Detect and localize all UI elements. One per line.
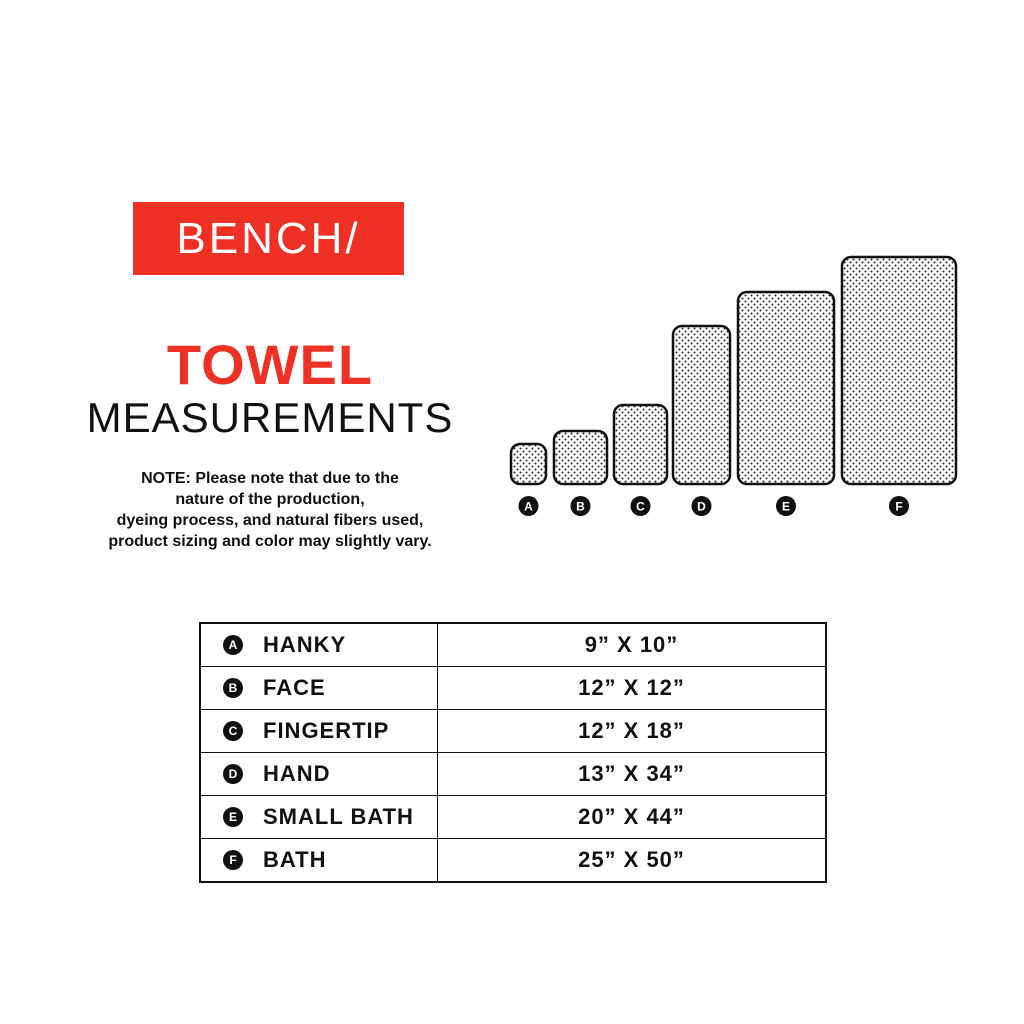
letter-badge: A [223, 635, 243, 655]
diagram-label: C [636, 499, 645, 514]
title-towel: TOWEL [166, 333, 374, 396]
diagram-label: B [576, 499, 585, 514]
towel-shape-d [673, 326, 730, 484]
letter-badge: B [223, 678, 243, 698]
note-line: product sizing and color may slightly vary. [108, 533, 432, 550]
towel-name-cell [200, 796, 438, 839]
towel-shape-b [554, 431, 607, 484]
table-row [200, 710, 826, 753]
bench-logo: BENCH/ [133, 202, 404, 275]
size-table [199, 622, 827, 883]
table-row [200, 753, 826, 796]
letter-badge: D [223, 764, 243, 784]
towel-shape-f [842, 257, 956, 484]
towel-name-cell [200, 753, 438, 796]
table-row [200, 623, 826, 667]
letter-badge: F [223, 850, 243, 870]
table-row [200, 796, 826, 839]
towel-size-cell: 13” X 34” [438, 753, 827, 796]
towel-size-cell: 12” X 12” [438, 667, 827, 710]
towel-name-cell [200, 623, 438, 667]
towel-name: FACE [263, 675, 326, 700]
towel-name: FINGERTIP [263, 718, 390, 743]
towel-name: BATH [263, 847, 327, 872]
title-measurements: MEASUREMENTS [86, 394, 454, 441]
towel-size-cell: 12” X 18” [438, 710, 827, 753]
towel-size-cell: 20” X 44” [438, 796, 827, 839]
towel-name: SMALL BATH [263, 804, 414, 829]
note-line: dyeing process, and natural fibers used, [116, 512, 424, 529]
towel-name-cell [200, 667, 438, 710]
diagram-label: D [697, 499, 706, 514]
towel-shape-a [511, 444, 546, 484]
table-row [200, 839, 826, 883]
towel-size-cell: 9” X 10” [438, 623, 827, 667]
towel-shape-e [738, 292, 834, 484]
towel-name: HANKY [263, 632, 347, 657]
letter-badge: C [223, 721, 243, 741]
note-line: nature of the production, [175, 491, 365, 508]
towel-name-cell [200, 710, 438, 753]
towel-name: HAND [263, 761, 331, 786]
diagram-label: F [895, 499, 903, 514]
letter-badge: E [223, 807, 243, 827]
table-row [200, 667, 826, 710]
diagram-label: E [781, 499, 791, 514]
note-line: NOTE: Please note that due to the [141, 470, 399, 487]
towel-name-cell [200, 839, 438, 883]
diagram-label: A [524, 499, 533, 514]
towel-shape-c [614, 405, 667, 484]
towel-size-cell: 25” X 50” [438, 839, 827, 883]
